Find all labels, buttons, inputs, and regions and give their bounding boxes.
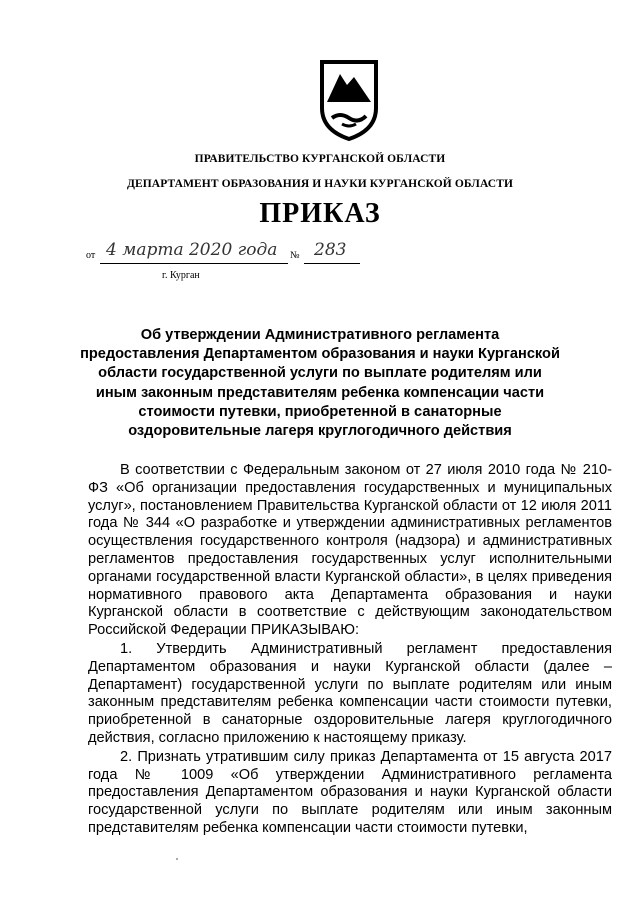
date-underline [100,263,288,264]
number-prefix: № [290,250,300,261]
number-underline [304,263,360,264]
city-name: г. Курган [162,270,200,281]
government-name: ПРАВИТЕЛЬСТВО КУРГАНСКОЙ ОБЛАСТИ [194,153,446,165]
department-name: ДЕПАРТАМЕНТ ОБРАЗОВАНИЯ И НАУКИ КУРГАНСКОЙ ОБЛАСТИ [126,178,514,190]
handwritten-number: 283 [314,240,347,260]
document-body [88,462,612,838]
paragraph-item-2: 2. Признать утратившим силу приказ Департамента от 15 августа 2017 года № 1009 «Об утверждении Административного регламента предоставления Департаментом образования и науки Курганской области государственной услуги по выплате родителям или иным законным представителям ребенка компенсации части стоимости путевки, [88,748,612,836]
handwritten-date: 4 марта 2020 года [106,240,278,260]
document-title: Об утверждении Административного регламента предоставления Департаментом образования и науки Курганской области государственной услуги по выплате родителям или иным законным представителям ребенка компенсации части стоимости путевки, приобретенной в санаторные оздоровительные лагеря круглогодичного действия [80,327,560,440]
paragraph-item-1: 1. Утвердить Административный регламент предоставления Департаментом образования и науки Курганской области (далее – Департамент) государственной услуги по выплате родителям или иным законным представителям ребенка компенсации части стоимости путевки, приобретенной в санаторные оздоровительные лагеря круглогодичного действия, согласно приложению к настоящему приказу. [88,640,612,746]
scan-speck [176,858,178,860]
paragraph-preamble: В соответствии с Федеральным законом от 27 июля 2010 года № 210-ФЗ «Об организации предоставления государственных и муниципальных услуг», постановлением Правительства Курганской области от 12 июля 2011 года № 344 «О разработке и утверждении административных регламентов осуществления государственного контроля (надзора) и административных регламентов предоставления государственных услуг исполнительными органами государственной власти Курганской области», в целях приведения нормативного правового акта Департамента образования и науки Курганской области в соответствие с действующим законодательством Российской Федерации ПРИКАЗЫВАЮ: [88,462,612,639]
date-prefix: от [86,250,96,261]
kurgan-coat-of-arms-icon [316,58,382,142]
document-type-heading: ПРИКАЗ [259,198,381,229]
